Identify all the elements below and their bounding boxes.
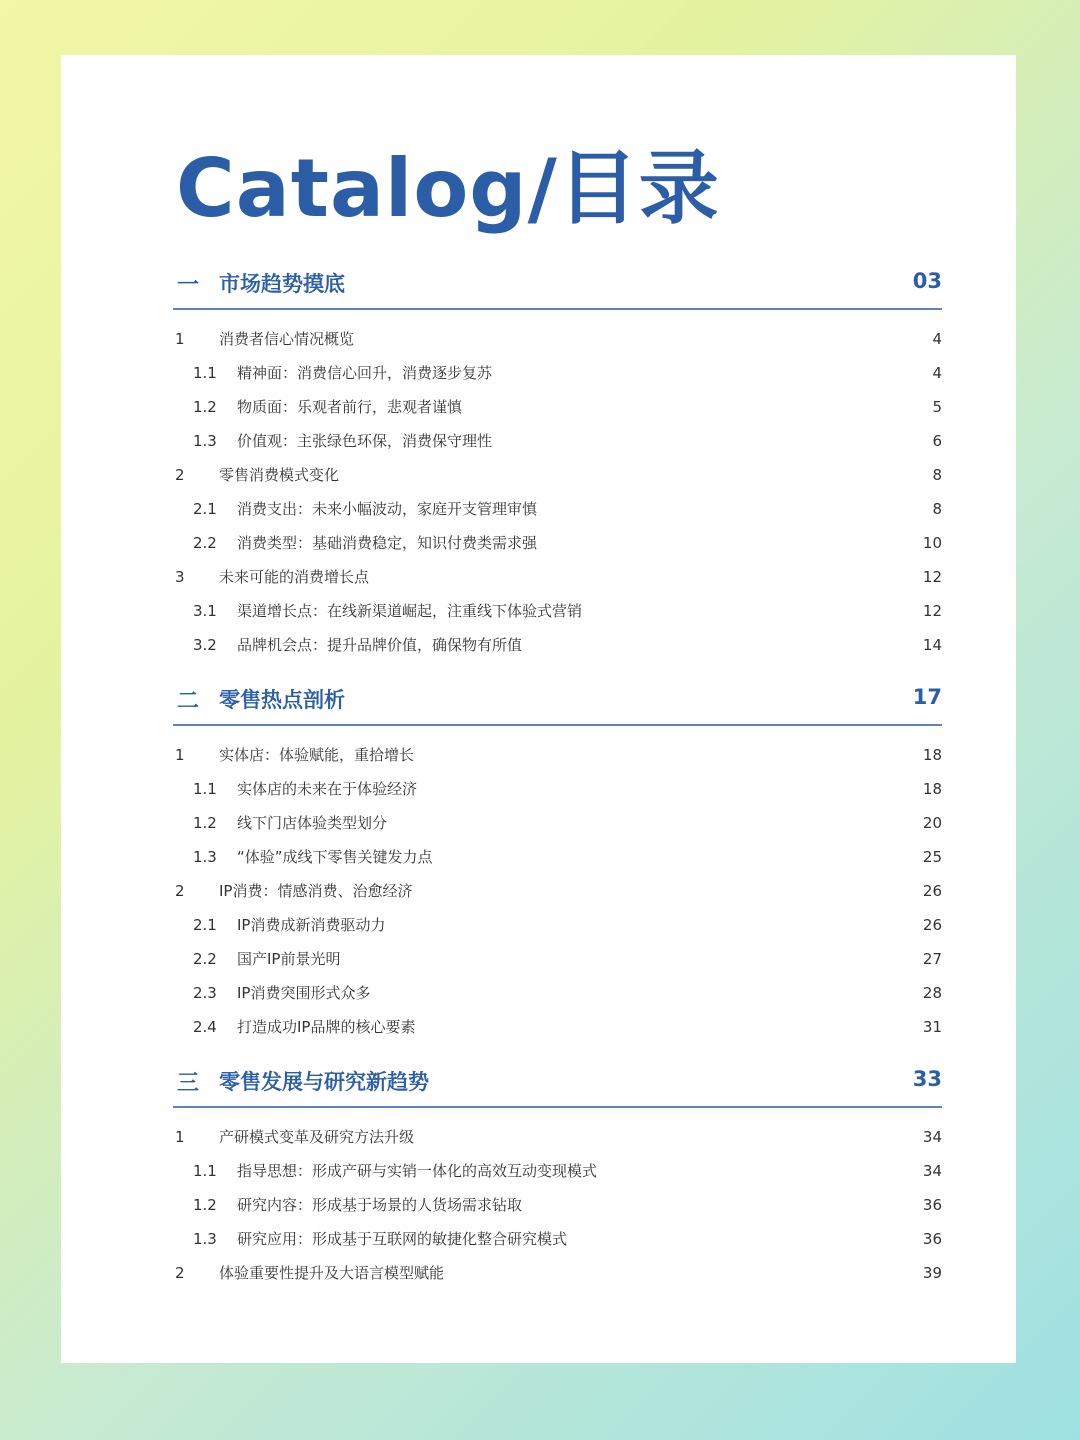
entry-number: 2.2	[193, 534, 217, 552]
entry-label: 价值观：主张绿色环保，消费保守理性	[237, 432, 493, 450]
toc-entry[interactable]	[173, 1120, 942, 1154]
entry-page-number: 36	[922, 1230, 942, 1248]
toc-subentry[interactable]	[173, 1222, 942, 1256]
section-title: 市场趋势摸底	[219, 272, 345, 296]
entry-label: 未来可能的消费增长点	[219, 568, 370, 586]
toc-entry[interactable]	[173, 874, 942, 908]
entry-label: “体验”成线下零售关键发力点	[237, 848, 433, 866]
toc-subentry[interactable]	[173, 806, 942, 840]
toc-section-3	[173, 1064, 942, 1290]
entry-number: 3.2	[193, 636, 217, 654]
entry-page-number: 8	[932, 466, 942, 484]
toc-subentry[interactable]	[173, 492, 942, 526]
entry-page-number: 12	[922, 602, 942, 620]
toc-subentry[interactable]	[173, 356, 942, 390]
toc-subentry[interactable]	[173, 840, 942, 874]
entry-page-number: 34	[922, 1162, 942, 1180]
toc-subentry[interactable]	[173, 424, 942, 458]
entry-label: 零售消费模式变化	[219, 466, 340, 484]
entry-page-number: 26	[922, 916, 942, 934]
toc-subentry[interactable]	[173, 908, 942, 942]
toc-subentry[interactable]	[173, 526, 942, 560]
entry-list	[173, 738, 942, 1044]
toc-subentry[interactable]	[173, 1188, 942, 1222]
entry-page-number: 18	[922, 746, 942, 764]
entry-page-number: 12	[922, 568, 942, 586]
entry-label: 实体店：体验赋能，重拾增长	[219, 746, 415, 764]
entry-label: 指导思想：形成产研与实销一体化的高效互动变现模式	[237, 1162, 598, 1180]
section-number: 二	[177, 689, 200, 714]
entry-list	[173, 322, 942, 662]
section-page-number: 33	[912, 1067, 942, 1091]
entry-page-number: 4	[932, 330, 942, 348]
entry-number: 2.2	[193, 950, 217, 968]
entry-page-number: 8	[932, 500, 942, 518]
toc-entry[interactable]	[173, 560, 942, 594]
section-page-number: 03	[912, 269, 942, 293]
entry-label: 品牌机会点：提升品牌价值，确保物有所值	[237, 636, 523, 654]
entry-number: 1.2	[193, 1196, 217, 1214]
entry-page-number: 31	[922, 1018, 942, 1036]
entry-number: 1	[175, 1128, 185, 1146]
entry-number: 1.1	[193, 780, 217, 798]
entry-number: 1.3	[193, 848, 217, 866]
entry-label: 消费类型：基础消费稳定，知识付费类需求强	[237, 534, 538, 552]
entry-number: 2.1	[193, 916, 217, 934]
toc-subentry[interactable]	[173, 1010, 942, 1044]
toc-entry[interactable]	[173, 458, 942, 492]
entry-label: 消费支出：未来小幅波动，家庭开支管理审慎	[237, 500, 538, 518]
entry-label: 打造成功IP品牌的核心要素	[237, 1018, 416, 1036]
entry-page-number: 34	[922, 1128, 942, 1146]
section-header[interactable]	[173, 266, 942, 310]
entry-page-number: 27	[922, 950, 942, 968]
document-page	[61, 55, 1016, 1363]
entry-number: 1.2	[193, 398, 217, 416]
entry-page-number: 10	[922, 534, 942, 552]
entry-label: 精神面：消费信心回升，消费逐步复苏	[237, 364, 493, 382]
entry-page-number: 36	[922, 1196, 942, 1214]
entry-number: 2.4	[193, 1018, 217, 1036]
entry-label: 物质面：乐观者前行，悲观者谨慎	[237, 398, 463, 416]
entry-number: 1.3	[193, 1230, 217, 1248]
toc-section-1	[173, 266, 942, 662]
toc-subentry[interactable]	[173, 390, 942, 424]
toc-subentry[interactable]	[173, 628, 942, 662]
toc-subentry[interactable]	[173, 942, 942, 976]
entry-page-number: 4	[932, 364, 942, 382]
section-number: 一	[177, 273, 200, 298]
entry-page-number: 26	[922, 882, 942, 900]
entry-page-number: 39	[922, 1264, 942, 1282]
section-header[interactable]	[173, 682, 942, 726]
entry-page-number: 20	[922, 814, 942, 832]
entry-number: 2	[175, 882, 185, 900]
entry-page-number: 6	[932, 432, 942, 450]
toc-entry[interactable]	[173, 738, 942, 772]
page-title: Catalog/目录	[176, 142, 720, 235]
entry-page-number: 18	[922, 780, 942, 798]
entry-number: 2.3	[193, 984, 217, 1002]
toc-section-2	[173, 682, 942, 1044]
entry-page-number: 5	[932, 398, 942, 416]
entry-label: 研究应用：形成基于互联网的敏捷化整合研究模式	[237, 1230, 568, 1248]
entry-number: 1	[175, 330, 185, 348]
entry-label: IP消费突围形式众多	[237, 984, 371, 1002]
toc-subentry[interactable]	[173, 1154, 942, 1188]
entry-number: 2	[175, 1264, 185, 1282]
entry-page-number: 25	[922, 848, 942, 866]
entry-label: 消费者信心情况概览	[219, 330, 355, 348]
entry-number: 1.1	[193, 364, 217, 382]
entry-label: 产研模式变革及研究方法升级	[219, 1128, 415, 1146]
entry-label: 渠道增长点：在线新渠道崛起，注重线下体验式营销	[237, 602, 583, 620]
entry-number: 2.1	[193, 500, 217, 518]
entry-page-number: 28	[922, 984, 942, 1002]
section-page-number: 17	[912, 685, 942, 709]
section-header[interactable]	[173, 1064, 942, 1108]
entry-label: 国产IP前景光明	[237, 950, 341, 968]
entry-label: 研究内容：形成基于场景的人货场需求钻取	[237, 1196, 523, 1214]
toc-subentry[interactable]	[173, 976, 942, 1010]
entry-list	[173, 1120, 942, 1290]
entry-number: 1.1	[193, 1162, 217, 1180]
entry-number: 1.3	[193, 432, 217, 450]
toc-subentry[interactable]	[173, 772, 942, 806]
entry-number: 2	[175, 466, 185, 484]
entry-number: 3.1	[193, 602, 217, 620]
entry-number: 1.2	[193, 814, 217, 832]
entry-label: 线下门店体验类型划分	[237, 814, 388, 832]
entry-label: 体验重要性提升及大语言模型赋能	[219, 1264, 445, 1282]
toc-entry[interactable]	[173, 1256, 942, 1290]
entry-number: 1	[175, 746, 185, 764]
entry-label: 实体店的未来在于体验经济	[237, 780, 418, 798]
toc-entry[interactable]	[173, 322, 942, 356]
entry-label: IP消费：情感消费、治愈经济	[219, 882, 413, 900]
section-title: 零售发展与研究新趋势	[219, 1070, 429, 1094]
section-title: 零售热点剖析	[219, 688, 345, 712]
entry-page-number: 14	[922, 636, 942, 654]
entry-label: IP消费成新消费驱动力	[237, 916, 386, 934]
section-number: 三	[177, 1071, 200, 1096]
entry-number: 3	[175, 568, 185, 586]
toc-subentry[interactable]	[173, 594, 942, 628]
